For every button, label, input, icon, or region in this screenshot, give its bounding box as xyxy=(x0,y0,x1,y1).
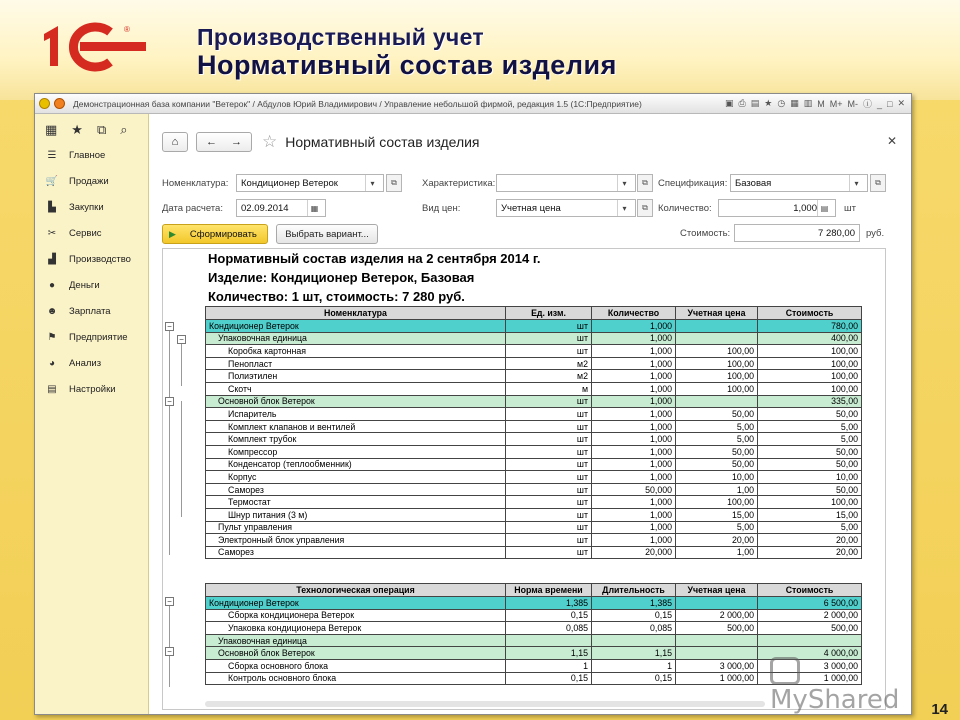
characteristic-label: Характеристика: xyxy=(422,178,496,189)
column-header: Длительность xyxy=(592,584,676,597)
table-cell: Полиэтилен xyxy=(206,370,506,383)
collapse-group-icon[interactable]: − xyxy=(165,647,174,656)
table-cell: 100,00 xyxy=(676,370,758,383)
column-header: Ед. изм. xyxy=(506,307,592,320)
report-area[interactable] xyxy=(162,248,886,710)
table-cell: 1,000 xyxy=(592,508,676,521)
table-cell xyxy=(758,634,862,647)
date-label: Дата расчета: xyxy=(162,203,223,214)
table-cell: 1,000 xyxy=(592,395,676,408)
table-cell: Контроль основного блока xyxy=(206,672,506,685)
home-button[interactable] xyxy=(162,132,188,152)
table-cell: шт xyxy=(506,332,592,345)
table-cell: Конденсатор (теплообменник) xyxy=(206,458,506,471)
table-cell: 0,15 xyxy=(592,672,676,685)
nomenclature-value: Кондиционер Ветерок xyxy=(241,177,338,189)
list-icon: ☰ xyxy=(47,149,57,161)
sidebar-item-production[interactable] xyxy=(35,246,148,272)
table-cell: 5,00 xyxy=(676,433,758,446)
table-cell: 500,00 xyxy=(758,622,862,635)
table-cell: м2 xyxy=(506,357,592,370)
table-row[interactable] xyxy=(206,483,862,496)
table-cell xyxy=(676,597,758,610)
collapse-group-icon[interactable]: − xyxy=(165,322,174,331)
table-cell: шт xyxy=(506,471,592,484)
table-cell: 2 000,00 xyxy=(758,609,862,622)
collapse-group-icon[interactable]: − xyxy=(177,335,186,344)
table-cell: шт xyxy=(506,445,592,458)
table-row[interactable] xyxy=(206,609,862,622)
calculator-icon[interactable]: ▤ xyxy=(817,200,831,216)
quantity-field[interactable] xyxy=(718,199,836,217)
table-cell: 1,000 xyxy=(592,357,676,370)
table-cell: 1 000,00 xyxy=(758,672,862,685)
table-row[interactable] xyxy=(206,395,862,408)
column-header: Учетная цена xyxy=(676,584,758,597)
table-row[interactable] xyxy=(206,357,862,370)
watermark-logo-icon xyxy=(770,657,800,685)
sidebar-item-money[interactable] xyxy=(35,272,148,298)
table-cell: Пенопласт xyxy=(206,357,506,370)
table-cell: 100,00 xyxy=(758,357,862,370)
copy-icon[interactable]: ⧉ xyxy=(96,122,107,137)
table-cell: 4 000,00 xyxy=(758,647,862,660)
favorite-star-icon[interactable]: ☆ xyxy=(262,132,278,151)
app-logo-icon xyxy=(39,98,50,109)
price-type-value: Учетная цена xyxy=(501,202,561,214)
table-cell: 400,00 xyxy=(758,332,862,345)
table-cell: 1,000 xyxy=(592,332,676,345)
table-cell xyxy=(676,332,758,345)
table-cell: Кондиционер Ветерок xyxy=(206,597,506,610)
forward-arrow-icon[interactable]: → xyxy=(231,136,242,148)
table-cell: 5,00 xyxy=(758,420,862,433)
table-cell: 1,000 xyxy=(592,433,676,446)
table-row[interactable] xyxy=(206,546,862,559)
preview-icon[interactable]: ▤ xyxy=(750,98,760,108)
table-cell: Основной блок Ветерок xyxy=(206,647,506,660)
table-cell: 3 000,00 xyxy=(676,659,758,672)
tree-line xyxy=(181,338,182,386)
memory-icon[interactable]: M xyxy=(817,98,825,109)
table-row[interactable] xyxy=(206,408,862,421)
price-type-label: Вид цен: xyxy=(422,203,461,214)
table-row[interactable] xyxy=(206,332,862,345)
table-cell: 20,00 xyxy=(676,534,758,547)
table-row[interactable] xyxy=(206,471,862,484)
table-row[interactable] xyxy=(206,382,862,395)
watermark-text: MyShared xyxy=(770,685,900,715)
cost-unit: руб. xyxy=(866,228,885,239)
table-cell: 1 xyxy=(506,659,592,672)
table-cell: 1,000 xyxy=(592,471,676,484)
window-title: Демонстрационная база компании "Ветерок" / Абдулов Юрий Владимирович / Управление небольшой фирмой, редакция 1.5 (1С:Предприятие) xyxy=(73,98,642,109)
table-row[interactable] xyxy=(206,496,862,509)
table-cell: шт xyxy=(506,408,592,421)
page-number: 14 xyxy=(931,701,948,718)
table-cell: Упаковочная единица xyxy=(206,332,506,345)
table-cell: 10,00 xyxy=(676,471,758,484)
characteristic-field[interactable] xyxy=(496,174,636,192)
table-cell: 1,000 xyxy=(592,345,676,358)
table-cell: 1,000 xyxy=(592,382,676,395)
operations-header-row xyxy=(206,584,862,597)
table-cell: м2 xyxy=(506,370,592,383)
cost-field[interactable] xyxy=(734,224,860,242)
table-cell: Корпус xyxy=(206,471,506,484)
price-type-field[interactable] xyxy=(496,199,636,217)
search-icon[interactable]: ⌕ xyxy=(120,122,128,137)
table-cell: 0,15 xyxy=(592,609,676,622)
specification-label: Спецификация: xyxy=(658,178,728,189)
table-cell: 50,00 xyxy=(758,483,862,496)
chevron-down-icon[interactable]: ▾ xyxy=(849,175,863,191)
table-cell: 10,00 xyxy=(758,471,862,484)
memory-plus-icon[interactable]: M+ xyxy=(829,98,843,109)
table-cell: 0,085 xyxy=(506,622,592,635)
svg-text:®: ® xyxy=(124,25,130,34)
table-row[interactable] xyxy=(206,622,862,635)
table-cell: Компрессор xyxy=(206,445,506,458)
people-icon: ☻ xyxy=(46,305,58,317)
table-cell: 6 500,00 xyxy=(758,597,862,610)
sidebar-item-settings[interactable] xyxy=(35,376,148,402)
sidebar-item-label: Производство xyxy=(69,253,131,265)
table-cell: Пульт управления xyxy=(206,521,506,534)
table-cell: 1,15 xyxy=(592,647,676,660)
nomenclature-field[interactable] xyxy=(236,174,384,192)
table-cell: Упаковочная единица xyxy=(206,634,506,647)
sidebar-top-tools xyxy=(35,114,148,142)
table-row[interactable] xyxy=(206,345,862,358)
select-variant-button[interactable]: Выбрать вариант... xyxy=(276,224,378,244)
sections-panel xyxy=(35,114,149,714)
table-cell: Скотч xyxy=(206,382,506,395)
truck-icon: ▙ xyxy=(48,201,56,213)
tree-line xyxy=(181,401,182,517)
table-cell: 15,00 xyxy=(676,508,758,521)
info-icon[interactable]: ⓘ xyxy=(862,99,872,109)
table-cell: 1,000 xyxy=(592,445,676,458)
sidebar-item-label: Сервис xyxy=(69,227,102,239)
sidebar-item-main[interactable] xyxy=(35,142,148,168)
table-cell: 1,000 xyxy=(592,320,676,333)
date-field[interactable] xyxy=(236,199,326,217)
back-forward-buttons[interactable] xyxy=(196,132,252,152)
table-cell: шт xyxy=(506,521,592,534)
sidebar-item-label: Анализ xyxy=(69,357,102,369)
favorite-icon[interactable]: ★ xyxy=(764,98,773,108)
sidebar-item-label: Деньги xyxy=(69,279,100,291)
table-row[interactable] xyxy=(206,320,862,333)
report-quantity-cost: Количество: 1 шт, стоимость: 7 280 руб. xyxy=(208,289,465,304)
chevron-down-icon[interactable]: ▾ xyxy=(617,200,631,216)
table-row[interactable] xyxy=(206,521,862,534)
back-arrow-icon[interactable]: ← xyxy=(206,136,217,148)
window-titlebar xyxy=(35,94,911,114)
table-cell: шт xyxy=(506,496,592,509)
table-cell: Комплект трубок xyxy=(206,433,506,446)
table-cell: шт xyxy=(506,420,592,433)
collapse-group-icon[interactable]: − xyxy=(165,397,174,406)
column-header: Норма времени xyxy=(506,584,592,597)
table-cell: шт xyxy=(506,508,592,521)
flag-icon: ⚑ xyxy=(47,331,57,343)
table-cell: 100,00 xyxy=(676,496,758,509)
table-cell: 1,385 xyxy=(592,597,676,610)
table-cell: Саморез xyxy=(206,483,506,496)
materials-table xyxy=(205,306,862,559)
table-cell: 1,00 xyxy=(676,483,758,496)
settings-icon: ▤ xyxy=(47,383,57,395)
chevron-down-icon[interactable]: ▾ xyxy=(365,175,379,191)
open-specification-button[interactable]: ⧉ xyxy=(870,174,886,192)
home-icon: ⌂ xyxy=(171,136,179,148)
table-cell: шт xyxy=(506,534,592,547)
table-cell: 100,00 xyxy=(676,357,758,370)
generate-button[interactable] xyxy=(162,224,268,244)
table-cell: 1,000 xyxy=(592,370,676,383)
table-cell: 50,00 xyxy=(676,445,758,458)
table-cell: 5,00 xyxy=(676,420,758,433)
tools-icon: ✂ xyxy=(47,227,57,239)
table-cell: 1,000 xyxy=(592,521,676,534)
horizontal-scrollbar[interactable] xyxy=(205,701,765,707)
table-cell: Основной блок Ветерок xyxy=(206,395,506,408)
table-cell: 3 000,00 xyxy=(758,659,862,672)
column-header: Стоимость xyxy=(758,307,862,320)
nomenclature-label: Номенклатура: xyxy=(162,178,229,189)
print-icon[interactable]: ⎙ xyxy=(738,98,746,108)
favorites-star-icon[interactable]: ★ xyxy=(71,122,83,137)
table-cell: 1,15 xyxy=(506,647,592,660)
table-cell xyxy=(676,634,758,647)
sidebar-item-label: Настройки xyxy=(69,383,116,395)
table-cell xyxy=(592,634,676,647)
calendar-icon[interactable]: ▦ xyxy=(307,200,321,216)
1c-logo xyxy=(40,20,150,72)
quantity-unit: шт xyxy=(844,203,856,214)
table-row[interactable] xyxy=(206,647,862,660)
minimize-icon[interactable]: _ xyxy=(877,98,883,109)
close-form-icon[interactable]: ✕ xyxy=(886,134,897,148)
factory-icon: ▟ xyxy=(48,253,56,265)
table-cell: 5,00 xyxy=(758,433,862,446)
table-cell: 1,000 xyxy=(592,496,676,509)
column-header: Учетная цена xyxy=(676,307,758,320)
sidebar-item-analysis[interactable] xyxy=(35,350,148,376)
table-cell xyxy=(506,634,592,647)
open-characteristic-button[interactable]: ⧉ xyxy=(637,174,653,192)
basket-icon: 🛒 xyxy=(45,175,59,187)
table-cell: 0,15 xyxy=(506,672,592,685)
form-nav xyxy=(162,132,480,152)
table-cell: Саморез xyxy=(206,546,506,559)
form-area xyxy=(150,114,911,714)
table-cell: Сборка кондиционера Ветерок xyxy=(206,609,506,622)
pie-icon: ◕ xyxy=(48,357,56,369)
sidebar-item-label: Продажи xyxy=(69,175,109,187)
table-cell: 1,000 xyxy=(592,458,676,471)
table-cell: 1,000 xyxy=(592,534,676,547)
table-row[interactable] xyxy=(206,433,862,446)
table-cell: 20,00 xyxy=(758,546,862,559)
cost-label: Стоимость: xyxy=(680,228,731,239)
app-window xyxy=(34,93,912,715)
close-window-icon[interactable]: ✕ xyxy=(897,98,905,108)
sidebar-item-salary[interactable] xyxy=(35,298,148,324)
column-header: Технологическая операция xyxy=(206,584,506,597)
specification-value: Базовая xyxy=(735,177,772,189)
table-cell: 50,00 xyxy=(676,408,758,421)
main-menu-icon[interactable] xyxy=(54,98,65,109)
table-cell: 780,00 xyxy=(758,320,862,333)
collapse-group-icon[interactable]: − xyxy=(165,597,174,606)
table-cell: шт xyxy=(506,433,592,446)
table-cell: 50,00 xyxy=(758,458,862,471)
column-header: Стоимость xyxy=(758,584,862,597)
table-cell: шт xyxy=(506,395,592,408)
table-cell: 100,00 xyxy=(758,345,862,358)
table-row[interactable] xyxy=(206,659,862,672)
table-row[interactable] xyxy=(206,420,862,433)
table-cell: 335,00 xyxy=(758,395,862,408)
maximize-icon[interactable]: □ xyxy=(887,98,893,109)
table-cell: Электронный блок управления xyxy=(206,534,506,547)
quantity-label: Количество: xyxy=(658,203,712,214)
memory-minus-icon[interactable]: M- xyxy=(847,98,858,109)
table-cell: 50,00 xyxy=(758,445,862,458)
table-cell: Кондиционер Ветерок xyxy=(206,320,506,333)
table-row[interactable] xyxy=(206,445,862,458)
table-cell: 50,000 xyxy=(592,483,676,496)
table-cell xyxy=(676,395,758,408)
open-price-type-button[interactable]: ⧉ xyxy=(637,199,653,217)
table-cell: 20,00 xyxy=(758,534,862,547)
table-cell: шт xyxy=(506,483,592,496)
sidebar-item-service[interactable] xyxy=(35,220,148,246)
table-row[interactable] xyxy=(206,634,862,647)
column-header: Номенклатура xyxy=(206,307,506,320)
table-cell: 100,00 xyxy=(676,382,758,395)
table-cell: 0,085 xyxy=(592,622,676,635)
table-cell: 1 xyxy=(592,659,676,672)
table-row[interactable] xyxy=(206,597,862,610)
table-row[interactable] xyxy=(206,534,862,547)
table-cell xyxy=(676,647,758,660)
operations-table xyxy=(205,583,862,685)
apps-grid-icon[interactable]: ▦ xyxy=(45,122,58,137)
form-title: Нормативный состав изделия xyxy=(285,134,480,150)
quantity-value: 1,000 xyxy=(793,202,817,214)
column-header: Количество xyxy=(592,307,676,320)
table-cell: 5,00 xyxy=(758,521,862,534)
table-cell: 1,000 xyxy=(592,420,676,433)
table-cell: Коробка картонная xyxy=(206,345,506,358)
table-row[interactable] xyxy=(206,370,862,383)
history-icon[interactable]: ◷ xyxy=(777,98,786,108)
table-row[interactable] xyxy=(206,508,862,521)
sidebar-item-label: Главное xyxy=(69,149,106,161)
report-heading: Нормативный состав изделия на 2 сентября 2014 г. xyxy=(208,251,541,266)
materials-header-row xyxy=(206,307,862,320)
table-cell: 100,00 xyxy=(758,496,862,509)
table-cell: 20,000 xyxy=(592,546,676,559)
table-cell: 1,385 xyxy=(506,597,592,610)
coin-icon: ● xyxy=(48,279,56,291)
table-row[interactable] xyxy=(206,458,862,471)
slide-title: Производственный учет xyxy=(197,24,484,50)
table-cell: Термостат xyxy=(206,496,506,509)
table-cell: 1 000,00 xyxy=(676,672,758,685)
specification-field[interactable] xyxy=(730,174,868,192)
calendar-icon[interactable]: ▦ xyxy=(790,98,799,108)
table-cell: Сборка основного блока xyxy=(206,659,506,672)
table-cell: шт xyxy=(506,320,592,333)
table-cell: Испаритель xyxy=(206,408,506,421)
table-cell: 1,000 xyxy=(592,408,676,421)
sidebar-item-enterprise[interactable] xyxy=(35,324,148,350)
sidebar-item-label: Предприятие xyxy=(69,331,128,343)
table-row[interactable] xyxy=(206,672,862,685)
generate-label: Сформировать xyxy=(189,228,257,240)
table-cell: 2 000,00 xyxy=(676,609,758,622)
table-cell: м xyxy=(506,382,592,395)
table-cell: шт xyxy=(506,345,592,358)
sidebar-item-sales[interactable] xyxy=(35,168,148,194)
cost-value: 7 280,00 xyxy=(818,227,855,239)
table-cell: Шнур питания (3 м) xyxy=(206,508,506,521)
slide-subtitle: Нормативный состав изделия xyxy=(197,50,617,80)
table-cell: 100,00 xyxy=(758,382,862,395)
tree-line xyxy=(169,601,170,687)
report-product: Изделие: Кондиционер Ветерок, Базовая xyxy=(208,270,475,285)
table-cell xyxy=(676,320,758,333)
watermark xyxy=(770,655,930,715)
table-cell: Упаковка кондиционера Ветерок xyxy=(206,622,506,635)
table-cell: 50,00 xyxy=(758,408,862,421)
table-cell: Комплект клапанов и вентилей xyxy=(206,420,506,433)
chevron-down-icon[interactable]: ▾ xyxy=(617,175,631,191)
open-nomenclature-button[interactable]: ⧉ xyxy=(386,174,402,192)
tree-line xyxy=(169,325,170,555)
table-cell: 15,00 xyxy=(758,508,862,521)
sidebar-item-label: Зарплата xyxy=(69,305,111,317)
sidebar-item-purchases[interactable] xyxy=(35,194,148,220)
titlebar-tools xyxy=(725,97,911,110)
table-cell: 0,15 xyxy=(506,609,592,622)
calculator-icon[interactable]: ▥ xyxy=(803,98,813,108)
sidebar-item-label: Закупки xyxy=(69,201,104,213)
table-cell: 50,00 xyxy=(676,458,758,471)
table-cell: 100,00 xyxy=(758,370,862,383)
table-cell: шт xyxy=(506,458,592,471)
table-cell: шт xyxy=(506,546,592,559)
table-cell: 1,00 xyxy=(676,546,758,559)
play-icon: ▶ xyxy=(169,228,176,239)
table-cell: 500,00 xyxy=(676,622,758,635)
table-cell: 100,00 xyxy=(676,345,758,358)
date-value: 02.09.2014 xyxy=(241,202,289,214)
table-cell: 5,00 xyxy=(676,521,758,534)
save-icon[interactable]: ▣ xyxy=(725,98,734,108)
